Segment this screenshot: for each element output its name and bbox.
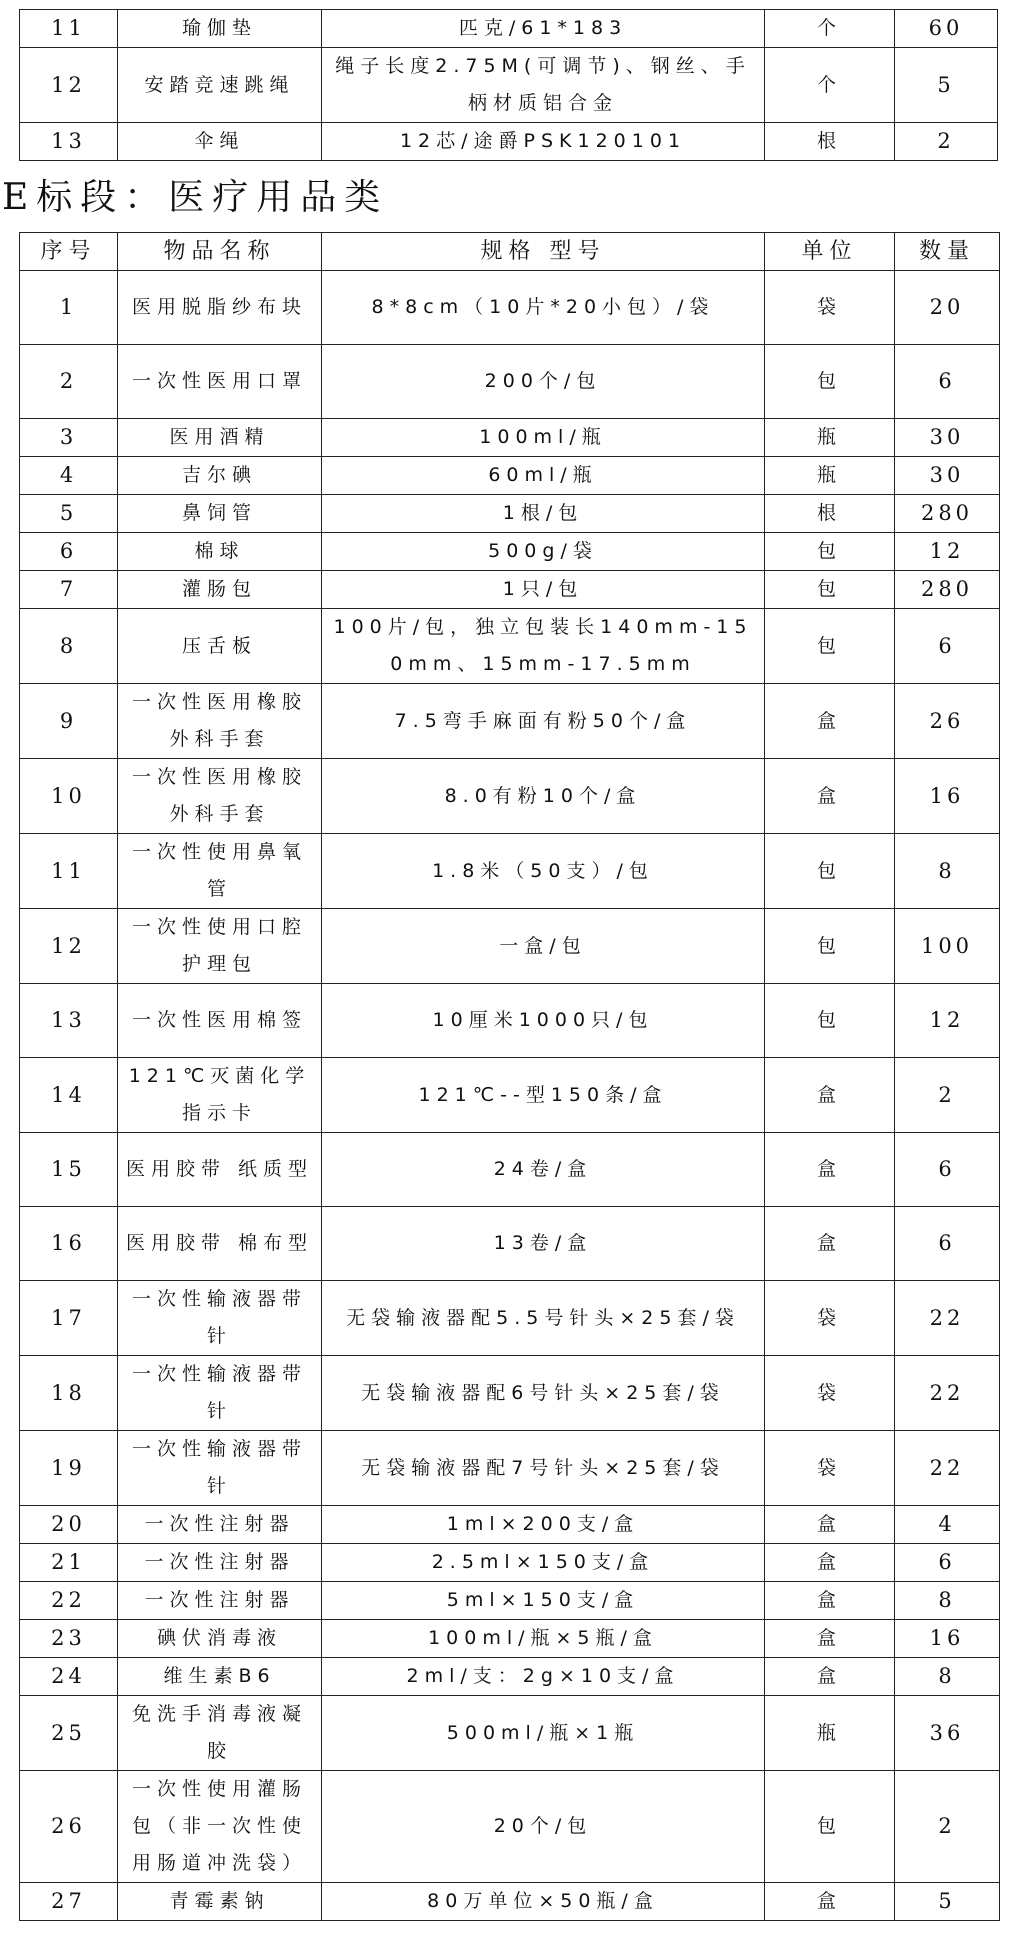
- item-qty: 6: [895, 345, 1000, 419]
- item-spec: 8*8cm（10片*20小包）/袋: [322, 271, 765, 345]
- item-unit: 包: [765, 533, 895, 571]
- item-qty: 22: [895, 1431, 1000, 1506]
- item-spec: 1根/包: [322, 495, 765, 533]
- table-body: [20, 271, 1000, 1921]
- item-unit: 袋: [765, 1281, 895, 1356]
- row-number: 15: [20, 1133, 118, 1207]
- row-number: 4: [20, 457, 118, 495]
- item-unit: 包: [765, 1771, 895, 1883]
- row-number: 11: [20, 10, 118, 48]
- item-unit: 盒: [765, 759, 895, 834]
- header-unit: 单位: [765, 233, 895, 271]
- item-unit: 袋: [765, 271, 895, 345]
- item-unit: 盒: [765, 1582, 895, 1620]
- table-row: [20, 1431, 1000, 1506]
- item-name: 一次性注射器: [118, 1544, 322, 1582]
- header-name: 物品名称: [118, 233, 322, 271]
- item-name: 一次性输液器带针: [118, 1356, 322, 1431]
- row-number: 26: [20, 1771, 118, 1883]
- item-spec: 8.0有粉10个/盒: [322, 759, 765, 834]
- table-row: [20, 834, 1000, 909]
- item-unit: 包: [765, 571, 895, 609]
- section-title: E标段：医疗用品类: [2, 177, 389, 218]
- row-number: 23: [20, 1620, 118, 1658]
- item-unit: 盒: [765, 1544, 895, 1582]
- item-name: 青霉素钠: [118, 1883, 322, 1921]
- item-name: 一次性输液器带针: [118, 1281, 322, 1356]
- item-unit: 盒: [765, 1207, 895, 1281]
- row-number: 11: [20, 834, 118, 909]
- item-name: 一次性使用鼻氧管: [118, 834, 322, 909]
- item-qty: 60: [895, 10, 998, 48]
- item-unit: 盒: [765, 684, 895, 759]
- header-no: 序号: [20, 233, 118, 271]
- row-number: 18: [20, 1356, 118, 1431]
- row-number: 5: [20, 495, 118, 533]
- item-unit: 瓶: [765, 419, 895, 457]
- header-spec: 规格 型号: [322, 233, 765, 271]
- item-qty: 5: [895, 1883, 1000, 1921]
- row-number: 24: [20, 1658, 118, 1696]
- row-number: 3: [20, 419, 118, 457]
- item-qty: 12: [895, 984, 1000, 1058]
- item-unit: 根: [765, 123, 895, 161]
- table-row: [20, 345, 1000, 419]
- item-spec: 200个/包: [322, 345, 765, 419]
- item-name: 瑜伽垫: [118, 10, 322, 48]
- item-name: 维生素B6: [118, 1658, 322, 1696]
- item-unit: 盒: [765, 1058, 895, 1133]
- item-unit: 盒: [765, 1658, 895, 1696]
- item-spec: 无袋输液器配7号针头×25套/袋: [322, 1431, 765, 1506]
- table-row: [20, 1207, 1000, 1281]
- item-spec: 24卷/盒: [322, 1133, 765, 1207]
- item-spec: 1ml×200支/盒: [322, 1506, 765, 1544]
- item-unit: 包: [765, 909, 895, 984]
- item-name: 伞绳: [118, 123, 322, 161]
- item-qty: 26: [895, 684, 1000, 759]
- item-unit: 包: [765, 609, 895, 684]
- item-unit: 盒: [765, 1133, 895, 1207]
- item-unit: 盒: [765, 1883, 895, 1921]
- item-name: 压舌板: [118, 609, 322, 684]
- item-spec: 60ml/瓶: [322, 457, 765, 495]
- row-number: 14: [20, 1058, 118, 1133]
- item-spec: 7.5弯手麻面有粉50个/盒: [322, 684, 765, 759]
- row-number: 12: [20, 909, 118, 984]
- item-spec: 2ml/支：2g×10支/盒: [322, 1658, 765, 1696]
- item-name: 一次性医用棉签: [118, 984, 322, 1058]
- row-number: 12: [20, 48, 118, 123]
- medical-supplies-table: [19, 232, 1000, 1921]
- table-row: [20, 1771, 1000, 1883]
- item-qty: 8: [895, 834, 1000, 909]
- item-qty: 2: [895, 1058, 1000, 1133]
- table-row: [20, 1356, 1000, 1431]
- row-number: 9: [20, 684, 118, 759]
- table-row: [20, 1133, 1000, 1207]
- table-row: [20, 1281, 1000, 1356]
- row-number: 8: [20, 609, 118, 684]
- item-unit: 个: [765, 10, 895, 48]
- item-qty: 100: [895, 909, 1000, 984]
- item-spec: 500g/袋: [322, 533, 765, 571]
- item-unit: 个: [765, 48, 895, 123]
- row-number: 1: [20, 271, 118, 345]
- item-name: 一次性医用橡胶外科手套: [118, 684, 322, 759]
- item-unit: 盒: [765, 1506, 895, 1544]
- item-qty: 36: [895, 1696, 1000, 1771]
- row-number: 13: [20, 123, 118, 161]
- item-qty: 6: [895, 1207, 1000, 1281]
- item-qty: 16: [895, 759, 1000, 834]
- item-spec: 20个/包: [322, 1771, 765, 1883]
- row-number: 20: [20, 1506, 118, 1544]
- item-qty: 8: [895, 1658, 1000, 1696]
- item-name: 医用脱脂纱布块: [118, 271, 322, 345]
- previous-section-table: [19, 9, 998, 161]
- row-number: 19: [20, 1431, 118, 1506]
- item-spec: 匹克/61*183: [322, 10, 765, 48]
- row-number: 16: [20, 1207, 118, 1281]
- table-row: [20, 457, 1000, 495]
- item-qty: 2: [895, 1771, 1000, 1883]
- item-name: 灌肠包: [118, 571, 322, 609]
- item-name: 医用酒精: [118, 419, 322, 457]
- item-spec: 绳子长度2.75M(可调节)、钢丝、手柄材质铝合金: [322, 48, 765, 123]
- header-qty: 数量: [895, 233, 1000, 271]
- item-spec: 一盒/包: [322, 909, 765, 984]
- row-number: 22: [20, 1582, 118, 1620]
- table-row: [20, 909, 1000, 984]
- item-spec: 10厘米1000只/包: [322, 984, 765, 1058]
- table-row: [20, 571, 1000, 609]
- item-qty: 30: [895, 419, 1000, 457]
- item-qty: 6: [895, 1544, 1000, 1582]
- item-spec: 100ml/瓶×5瓶/盒: [322, 1620, 765, 1658]
- item-unit: 包: [765, 984, 895, 1058]
- row-number: 10: [20, 759, 118, 834]
- row-number: 17: [20, 1281, 118, 1356]
- table-row: [20, 1883, 1000, 1921]
- item-name: 121℃灭菌化学指示卡: [118, 1058, 322, 1133]
- item-qty: 280: [895, 495, 1000, 533]
- item-qty: 12: [895, 533, 1000, 571]
- table-row: [20, 1696, 1000, 1771]
- table-row: [20, 609, 1000, 684]
- item-name: 安踏竞速跳绳: [118, 48, 322, 123]
- item-spec: 12芯/途爵PSK120101: [322, 123, 765, 161]
- item-qty: 2: [895, 123, 998, 161]
- item-qty: 16: [895, 1620, 1000, 1658]
- item-spec: 5ml×150支/盒: [322, 1582, 765, 1620]
- item-unit: 盒: [765, 1620, 895, 1658]
- item-name: 免洗手消毒液凝胶: [118, 1696, 322, 1771]
- item-name: 鼻饲管: [118, 495, 322, 533]
- item-spec: 无袋输液器配6号针头×25套/袋: [322, 1356, 765, 1431]
- table-row: [20, 123, 998, 161]
- item-name: 一次性医用橡胶外科手套: [118, 759, 322, 834]
- item-spec: 100ml/瓶: [322, 419, 765, 457]
- item-name: 医用胶带 棉布型: [118, 1207, 322, 1281]
- table-row: [20, 1620, 1000, 1658]
- table-row: [20, 759, 1000, 834]
- item-unit: 袋: [765, 1356, 895, 1431]
- item-name: 医用胶带 纸质型: [118, 1133, 322, 1207]
- item-unit: 包: [765, 834, 895, 909]
- item-qty: 6: [895, 1133, 1000, 1207]
- table-row: [20, 419, 1000, 457]
- row-number: 7: [20, 571, 118, 609]
- table-row: [20, 1544, 1000, 1582]
- item-name: 碘伏消毒液: [118, 1620, 322, 1658]
- item-spec: 80万单位×50瓶/盒: [322, 1883, 765, 1921]
- table-row: [20, 10, 998, 48]
- table-row: [20, 1506, 1000, 1544]
- item-spec: 100片/包，独立包装长140mm-150mm、15mm-17.5mm: [322, 609, 765, 684]
- table-row: [20, 684, 1000, 759]
- item-qty: 22: [895, 1281, 1000, 1356]
- item-unit: 瓶: [765, 457, 895, 495]
- previous-section-body: [20, 10, 998, 161]
- row-number: 27: [20, 1883, 118, 1921]
- item-unit: 瓶: [765, 1696, 895, 1771]
- table-header-row: [20, 233, 1000, 271]
- item-spec: 无袋输液器配5.5号针头×25套/袋: [322, 1281, 765, 1356]
- item-qty: 20: [895, 271, 1000, 345]
- item-qty: 4: [895, 1506, 1000, 1544]
- item-name: 一次性输液器带针: [118, 1431, 322, 1506]
- row-number: 25: [20, 1696, 118, 1771]
- table-row: [20, 48, 998, 123]
- item-name: 一次性注射器: [118, 1506, 322, 1544]
- table-row: [20, 271, 1000, 345]
- table-row: [20, 495, 1000, 533]
- item-unit: 包: [765, 345, 895, 419]
- item-qty: 280: [895, 571, 1000, 609]
- row-number: 6: [20, 533, 118, 571]
- item-name: 一次性医用口罩: [118, 345, 322, 419]
- item-qty: 30: [895, 457, 1000, 495]
- item-spec: 13卷/盒: [322, 1207, 765, 1281]
- item-unit: 袋: [765, 1431, 895, 1506]
- item-spec: 121℃--型150条/盒: [322, 1058, 765, 1133]
- item-spec: 2.5ml×150支/盒: [322, 1544, 765, 1582]
- row-number: 2: [20, 345, 118, 419]
- table-row: [20, 1658, 1000, 1696]
- table-row: [20, 1582, 1000, 1620]
- table-row: [20, 984, 1000, 1058]
- item-qty: 22: [895, 1356, 1000, 1431]
- item-qty: 5: [895, 48, 998, 123]
- item-spec: 500ml/瓶×1瓶: [322, 1696, 765, 1771]
- item-name: 一次性使用口腔护理包: [118, 909, 322, 984]
- table-row: [20, 533, 1000, 571]
- item-name: 一次性使用灌肠包（非一次性使用肠道冲洗袋）: [118, 1771, 322, 1883]
- item-qty: 6: [895, 609, 1000, 684]
- table-row: [20, 1058, 1000, 1133]
- item-qty: 8: [895, 1582, 1000, 1620]
- item-spec: 1只/包: [322, 571, 765, 609]
- item-name: 吉尔碘: [118, 457, 322, 495]
- item-name: 棉球: [118, 533, 322, 571]
- row-number: 21: [20, 1544, 118, 1582]
- row-number: 13: [20, 984, 118, 1058]
- item-unit: 根: [765, 495, 895, 533]
- item-name: 一次性注射器: [118, 1582, 322, 1620]
- item-spec: 1.8米（50支）/包: [322, 834, 765, 909]
